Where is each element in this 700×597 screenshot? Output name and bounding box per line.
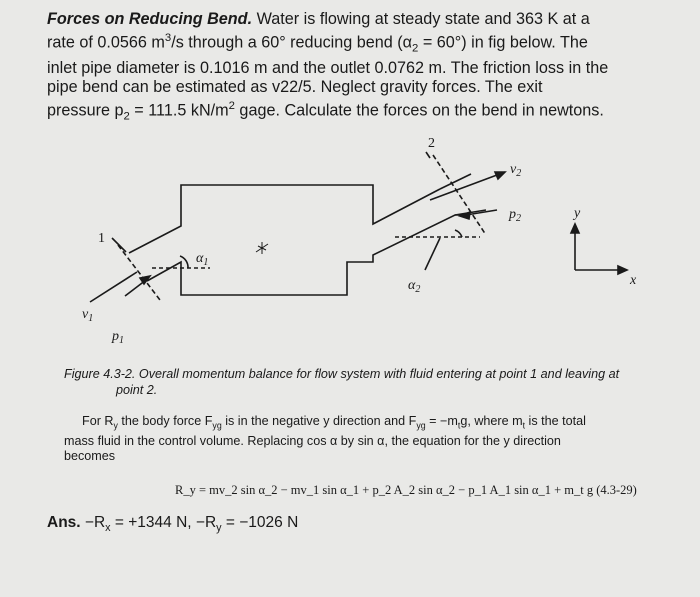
problem-line-4: pipe bend can be estimated as v22/5. Neglect gravity forces. The exit	[47, 77, 543, 96]
label-alpha2: $\alpha_2$	[408, 278, 421, 295]
label-v1: $v_1$	[82, 307, 94, 324]
caption-line-1: Figure 4.3-2. Overall momentum balance for flow system with fluid entering at point 1 and leaving at	[64, 367, 620, 381]
problem-line-1: Water is flowing at steady state and 363 K at a	[252, 10, 590, 28]
label-alpha1: $\alpha_1$	[196, 251, 209, 268]
paragraph-line-3: becomes	[64, 448, 116, 463]
v1-arrow	[90, 272, 137, 302]
problem-statement	[47, 10, 667, 126]
label-x-axis: x	[630, 273, 637, 288]
center-marker	[256, 242, 268, 254]
problem-line-2: rate of 0.0566 $m^3/s$ through a 60° reducing bend $(\alpha_2 = 60^\circ)$ in fig below. The	[47, 32, 588, 55]
figure-caption	[64, 366, 664, 398]
answer-label: Ans.	[47, 514, 81, 531]
label-v2: $v_2$	[510, 162, 522, 179]
problem-line-3: inlet pipe diameter is 0.1016 m and the outlet 0.0762 m. The friction loss in the	[47, 58, 609, 77]
label-station-2: 2	[428, 136, 435, 151]
body-paragraph	[64, 414, 664, 464]
reducing-bend-diagram	[0, 120, 700, 365]
equation-4-3-29	[175, 483, 637, 498]
equation-number: (4.3-29)	[596, 483, 637, 497]
paragraph-line-1: For $R_y$ the body force $F_{yg}$ is in the negative y direction and $F_{yg} = -m_tg$, where $m_t$ is the total	[82, 414, 586, 431]
problem-title: Forces on Reducing Bend.	[47, 10, 253, 28]
label-station-1: 1	[98, 231, 105, 246]
problem-line-5: pressure $p_2 = 111.5$ $kN/m^2$ gage. Calculate the forces on the bend in newtons.	[47, 99, 604, 123]
answer-value: $-R_x = +1344$ N, $-R_y = -1026$ N	[84, 514, 299, 535]
label-y-axis: y	[574, 206, 581, 221]
answer-line	[47, 514, 298, 534]
section-2-line	[433, 155, 486, 235]
inlet-pipe-upper	[129, 185, 440, 253]
paragraph-line-2: mass fluid in the control volume. Replacing cos α by sin α, the equation for the y direction	[64, 433, 561, 448]
equation-text: R_y = mv_2 sin α_2 − mv_1 sin α_1 + p_2 A_2 sin α_2 − p_1 A_1 sin α_1 + m_t g	[175, 483, 594, 497]
caption-line-2: point 2.	[116, 383, 158, 397]
section-1-line	[118, 245, 160, 300]
label-p1: $p_1$	[112, 329, 124, 346]
label-p2: $p_2$	[509, 207, 521, 224]
